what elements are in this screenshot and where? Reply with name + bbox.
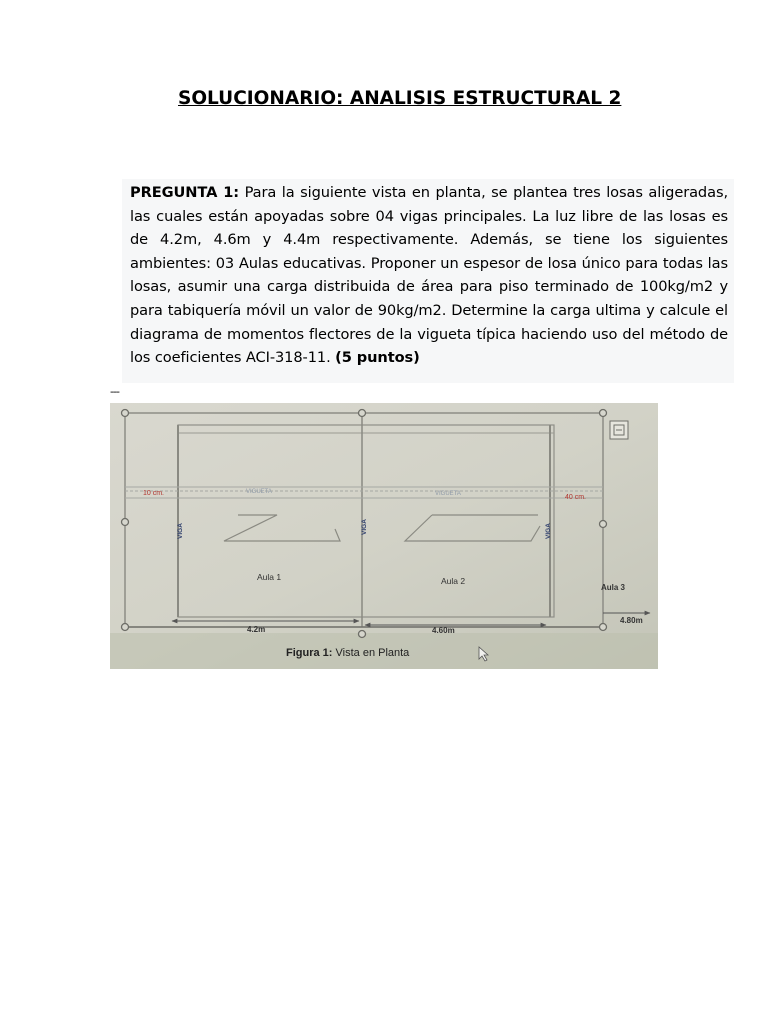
document-title: SOLUCIONARIO: ANALISIS ESTRUCTURAL 2 <box>178 88 622 109</box>
question-box <box>122 179 734 383</box>
viga-label-1: VIGA <box>177 523 184 539</box>
question-label: PREGUNTA 1: <box>130 184 240 201</box>
figure-caption <box>286 647 410 659</box>
floor-plan-photo <box>110 403 658 669</box>
aula-1-label: Aula 1 <box>257 572 282 582</box>
viga-label-3: VIGA <box>545 523 552 539</box>
figure-caption-text: Vista en Planta <box>332 647 410 659</box>
aula-2-label: Aula 2 <box>441 576 466 586</box>
vigueta-1-label: VIGUETA <box>246 489 272 495</box>
span-1-label: 4.2m <box>247 625 266 634</box>
vigueta-2-label: VIGUETA <box>435 491 461 497</box>
dim-left-label: 10 cm. <box>143 490 165 497</box>
figure-caption-label: Figura 1: <box>286 647 333 659</box>
question-text <box>130 181 728 370</box>
floor-plan-drawing <box>110 403 658 669</box>
layout-options-icon <box>610 421 628 439</box>
viga-label-2: VIGA <box>361 519 368 535</box>
question-points: (5 puntos) <box>335 349 420 367</box>
question-body: Para la siguiente vista en planta, se plantea tres losas aligeradas, las cuales están apoyadas sobre 04 vigas principales. La luz libre de las losas es de 4.2m, 4.6m y 4.4m respectivamente. Además, se tiene los siguientes ambientes: 03 Aulas educativas. Proponer un espesor de losa único para todas las losas, asumir una carga distribuida de área para piso terminado de 100kg/m2 y para tabiquería móvil un valor de 90kg/m2. Determine la carga ultima y calcule el diagrama de momentos flectores de la vigueta típica haciendo uso del método de los coeficientes ACI-318-11. <box>130 184 728 367</box>
dim-right-label: 40 cm. <box>565 494 587 501</box>
span-2-label: 4.60m <box>432 626 455 635</box>
aula-3-label: Aula 3 <box>601 583 626 592</box>
span-3-label: 4.80m <box>620 616 643 625</box>
separator: --- <box>110 385 119 398</box>
